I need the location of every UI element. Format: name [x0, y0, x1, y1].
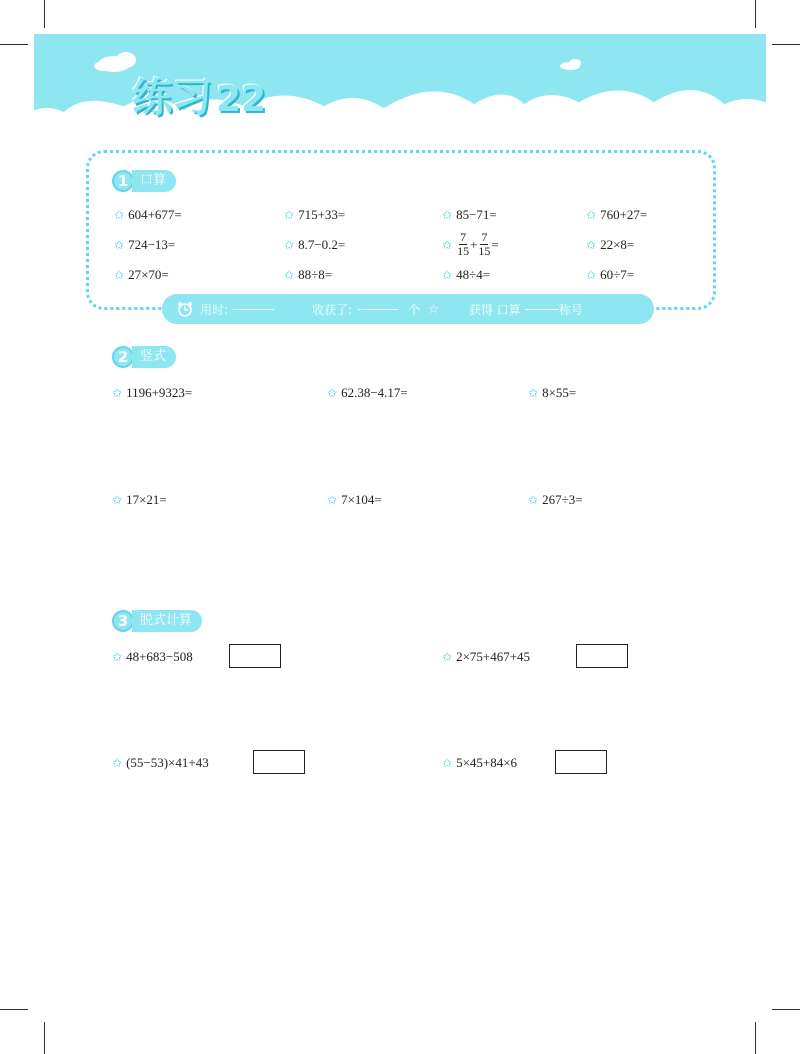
expression: (55−53)×41+43	[126, 755, 209, 770]
star-outline-icon: ✩	[442, 268, 453, 282]
section-title: 口算	[132, 170, 176, 192]
section3-label	[112, 610, 202, 632]
expression: 62.38−4.17=	[341, 385, 408, 400]
star-outline-icon: ✩	[284, 208, 295, 222]
vertical-calc-item	[528, 492, 583, 508]
oral-calc-item	[586, 237, 634, 253]
harvest-label: 收获了:	[312, 302, 353, 317]
vertical-calc-item	[112, 385, 192, 401]
unit-label: 个	[408, 302, 421, 317]
expression: 48÷4=	[456, 267, 491, 282]
title-text: 练习	[132, 75, 212, 121]
oral-calc-item	[442, 207, 497, 223]
fraction-denominator: 15	[457, 244, 470, 258]
operator: +	[470, 236, 478, 252]
oral-calc-panel	[86, 150, 716, 310]
star-outline-icon: ✩	[586, 268, 597, 282]
time-label: 用时:	[200, 302, 229, 317]
star-outline-icon: ✩	[112, 493, 123, 507]
stepwise-calc-item	[112, 755, 209, 771]
expression: 760+27=	[600, 207, 648, 222]
oral-calc-item	[284, 207, 345, 223]
vertical-calc-item	[327, 492, 382, 508]
star-outline-icon: ✩	[112, 386, 123, 400]
answer-box[interactable]	[229, 644, 281, 668]
star-outline-icon: ✩	[112, 650, 123, 664]
fraction-numerator: 7	[481, 230, 488, 244]
harvest-blank[interactable]	[358, 309, 398, 310]
vertical-calc-item	[112, 492, 167, 508]
section-number-badge: 1	[112, 170, 134, 192]
answer-box[interactable]	[576, 644, 628, 668]
expression: 85−71=	[456, 207, 497, 222]
time-blank[interactable]	[232, 309, 274, 310]
star-outline-icon: ✩	[112, 756, 123, 770]
star-outline-icon: ✩	[586, 208, 597, 222]
section-number-badge: 3	[112, 610, 134, 632]
star-outline-icon: ✩	[442, 208, 453, 222]
oral-calc-item	[114, 237, 175, 253]
page-title	[132, 66, 266, 123]
stepwise-calc-item	[112, 649, 193, 665]
star-outline-icon: ✩	[528, 493, 539, 507]
crop-mark	[44, 1022, 45, 1054]
vertical-calc-item	[327, 385, 408, 401]
expression: 88÷8=	[298, 267, 333, 282]
crop-mark	[755, 0, 756, 28]
equals-sign: =	[491, 236, 499, 252]
crop-mark	[755, 1022, 756, 1054]
title-suffix: 称号	[558, 302, 583, 317]
oral-calc-item	[586, 267, 634, 283]
fraction	[478, 231, 490, 258]
expression: 48+683−508	[126, 649, 193, 664]
crop-mark	[772, 44, 800, 45]
expression: 604+677=	[128, 207, 182, 222]
oral-calc-item	[284, 237, 345, 253]
fraction-numerator: 7	[460, 230, 467, 244]
star-outline-icon: ✩	[284, 238, 295, 252]
section1-label	[112, 170, 176, 192]
oral-calc-item	[114, 267, 169, 283]
vertical-calc-item	[528, 385, 576, 401]
section2-label	[112, 346, 176, 368]
alarm-clock-icon	[176, 300, 194, 318]
star-outline-icon: ✩	[114, 208, 125, 222]
oral-calc-item	[586, 207, 647, 223]
expression: 8.7−0.2=	[298, 237, 346, 252]
star-outline-icon: ✩	[528, 386, 539, 400]
oral-calc-item	[442, 267, 490, 283]
expression: 715+33=	[298, 207, 346, 222]
expression: 60÷7=	[600, 267, 635, 282]
title-number: 22	[216, 79, 267, 120]
crop-mark	[0, 1009, 28, 1010]
fraction	[457, 231, 469, 258]
star-outline-icon: ✩	[114, 238, 125, 252]
section-title: 竖式	[132, 346, 176, 368]
expression: 27×70=	[128, 267, 169, 282]
expression: 8×55=	[542, 385, 577, 400]
expression: 724−13=	[128, 237, 176, 252]
oral-calc-item	[442, 231, 499, 258]
expression: 1196+9323=	[126, 385, 193, 400]
star-outline-icon: ✩	[327, 386, 338, 400]
expression: 267÷3=	[542, 492, 583, 507]
star-outline-icon: ✩	[442, 756, 453, 770]
star-outline-icon: ✩	[327, 493, 338, 507]
answer-box[interactable]	[555, 750, 607, 774]
expression: 17×21=	[126, 492, 167, 507]
answer-box[interactable]	[253, 750, 305, 774]
star-outline-icon: ☆	[428, 302, 439, 316]
star-outline-icon: ✩	[442, 237, 453, 252]
title-blank[interactable]	[525, 309, 559, 310]
earn-label: 获得 口算	[468, 302, 521, 317]
crop-mark	[44, 0, 45, 28]
section-title: 脱式计算	[132, 610, 202, 632]
stepwise-calc-item	[442, 755, 517, 771]
expression: 7×104=	[341, 492, 382, 507]
section-number-badge: 2	[112, 346, 134, 368]
fraction-denominator: 15	[478, 244, 491, 258]
star-outline-icon: ✩	[442, 650, 453, 664]
star-outline-icon: ✩	[284, 268, 295, 282]
oral-calc-item	[114, 207, 182, 223]
crop-mark	[0, 44, 28, 45]
stats-bar	[162, 294, 654, 324]
expression: 5×45+84×6	[456, 755, 518, 770]
expression: 2×75+467+45	[456, 649, 531, 664]
expression: 22×8=	[600, 237, 635, 252]
star-outline-icon: ✩	[586, 238, 597, 252]
stepwise-calc-item	[442, 649, 530, 665]
star-outline-icon: ✩	[114, 268, 125, 282]
crop-mark	[772, 1009, 800, 1010]
oral-calc-item	[284, 267, 332, 283]
